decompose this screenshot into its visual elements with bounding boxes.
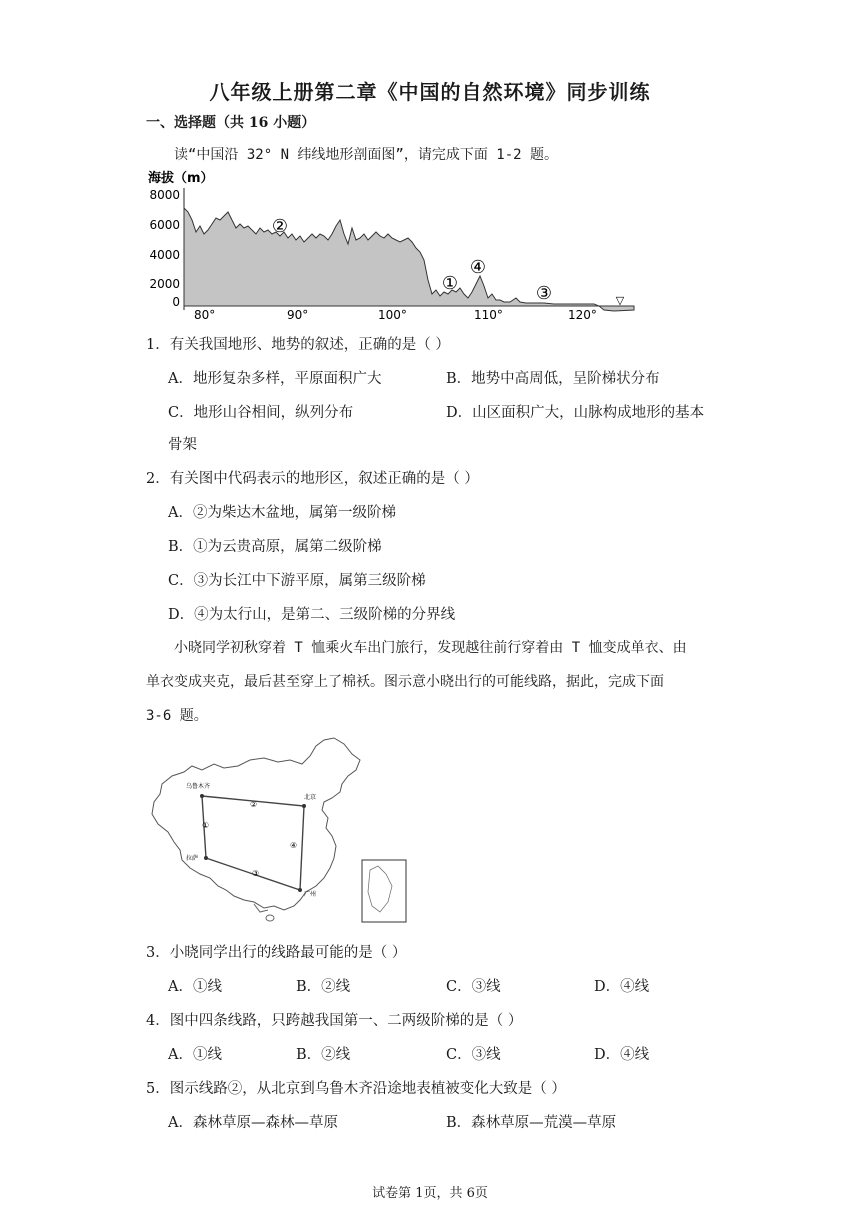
passage-line-1: 小晓同学初秋穿着 T 恤乘火车出门旅行，发现越往前行穿着由 T 恤变成单衣、由 xyxy=(174,640,687,656)
city-urumqi-label: 乌鲁木齐 xyxy=(186,783,211,790)
profile-label-2: ② xyxy=(271,216,289,237)
question-3-option-d: D．④线 xyxy=(594,979,650,995)
x-tick-120: 120° xyxy=(568,308,597,320)
x-tick-100: 100° xyxy=(378,308,407,320)
y-tick-4000: 4000 xyxy=(149,248,180,262)
china-outline xyxy=(152,738,360,910)
question-2-option-d: D．④为太行山，是第二、三级阶梯的分界线 xyxy=(168,607,456,623)
route-label-4: ④ xyxy=(290,841,298,850)
china-route-map xyxy=(144,736,414,928)
y-axis-title: 海拔（m） xyxy=(148,171,214,186)
section-heading: 一、选择题（共 16 小题） xyxy=(146,115,316,131)
page-title: 八年级上册第二章《中国的自然环境》同步训练 xyxy=(209,80,651,104)
x-tick-110: 110° xyxy=(474,308,503,320)
question-2-stem: 2．有关图中代码表示的地形区，叙述正确的是（ ） xyxy=(146,471,479,487)
x-tick-80: 80° xyxy=(194,308,216,320)
question-1-option-a: A．地形复杂多样，平原面积广大 xyxy=(168,371,382,387)
question-4-option-c: C．③线 xyxy=(446,1047,501,1063)
route-label-2: ② xyxy=(250,800,258,809)
x-tick-90: 90° xyxy=(287,308,309,320)
lhasa-point xyxy=(204,856,208,860)
y-tick-6000: 6000 xyxy=(149,218,180,232)
city-beijing-label: 北京 xyxy=(304,794,317,801)
page-footer: 试卷第 1页，共 6页 xyxy=(372,1186,488,1201)
guangzhou-point xyxy=(298,888,302,892)
question-2-option-c: C．③为长江中下游平原，属第三级阶梯 xyxy=(168,573,426,589)
question-4-option-d: D．④线 xyxy=(594,1047,650,1063)
urumqi-point xyxy=(200,794,204,798)
sea-level-marker: ▽ xyxy=(615,294,625,307)
passage-line-2: 单衣变成夹克，最后甚至穿上了棉袄。图示意小晓出行的可能线路，据此，完成下面 xyxy=(146,674,664,690)
question-4-option-b: B．②线 xyxy=(296,1047,351,1063)
question-1-option-d: D．山区面积广大，山脉构成地形的基本 xyxy=(446,405,705,421)
route-label-1: ① xyxy=(202,821,210,830)
profile-label-4: ④ xyxy=(469,257,487,278)
question-3-option-a: A．①线 xyxy=(168,979,222,995)
question-4-stem: 4．图中四条线路，只跨越我国第一、二两级阶梯的是（ ） xyxy=(146,1013,523,1029)
y-tick-0: 0 xyxy=(172,295,180,309)
question-5-option-b: B．森林草原—荒漠—草原 xyxy=(446,1115,617,1131)
y-tick-2000: 2000 xyxy=(149,277,180,291)
profile-label-1: ① xyxy=(441,273,459,294)
question-3-option-b: B．②线 xyxy=(296,979,351,995)
terrain-profile-figure xyxy=(144,168,644,320)
question-2-option-b: B．①为云贵高原，属第二级阶梯 xyxy=(168,539,382,555)
question-1-option-d-continued: 骨架 xyxy=(168,437,197,453)
hainan-island xyxy=(266,915,274,921)
south-china-sea-inset xyxy=(362,860,406,922)
terrain-silhouette xyxy=(184,208,634,311)
route-label-3: ③ xyxy=(252,869,260,878)
question-2-option-a: A．②为柴达木盆地，属第一级阶梯 xyxy=(168,505,396,521)
question-3-option-c: C．③线 xyxy=(446,979,501,995)
question-3-stem: 3．小晓同学出行的线路最可能的是（ ） xyxy=(146,945,407,961)
city-lhasa-label: 拉萨 xyxy=(186,855,199,862)
intro-text-1: 读“中国沿 32° N 纬线地形剖面图”，请完成下面 1-2 题。 xyxy=(174,147,559,163)
city-guangzhou-label: 广州 xyxy=(304,891,317,898)
question-5-option-a: A．森林草原—森林—草原 xyxy=(168,1115,338,1131)
question-5-stem: 5．图示线路②，从北京到乌鲁木齐沿途地表植被变化大致是（ ） xyxy=(146,1081,566,1097)
beijing-point xyxy=(302,804,306,808)
passage-line-3: 3-6 题。 xyxy=(146,708,208,724)
y-tick-8000: 8000 xyxy=(149,188,180,202)
question-1-option-b: B．地势中高周低，呈阶梯状分布 xyxy=(446,371,660,387)
question-1-option-c: C．地形山谷相间，纵列分布 xyxy=(168,405,354,421)
question-1-stem: 1．有关我国地形、地势的叙述，正确的是（ ） xyxy=(146,337,450,353)
profile-label-3: ③ xyxy=(535,283,553,304)
question-4-option-a: A．①线 xyxy=(168,1047,222,1063)
